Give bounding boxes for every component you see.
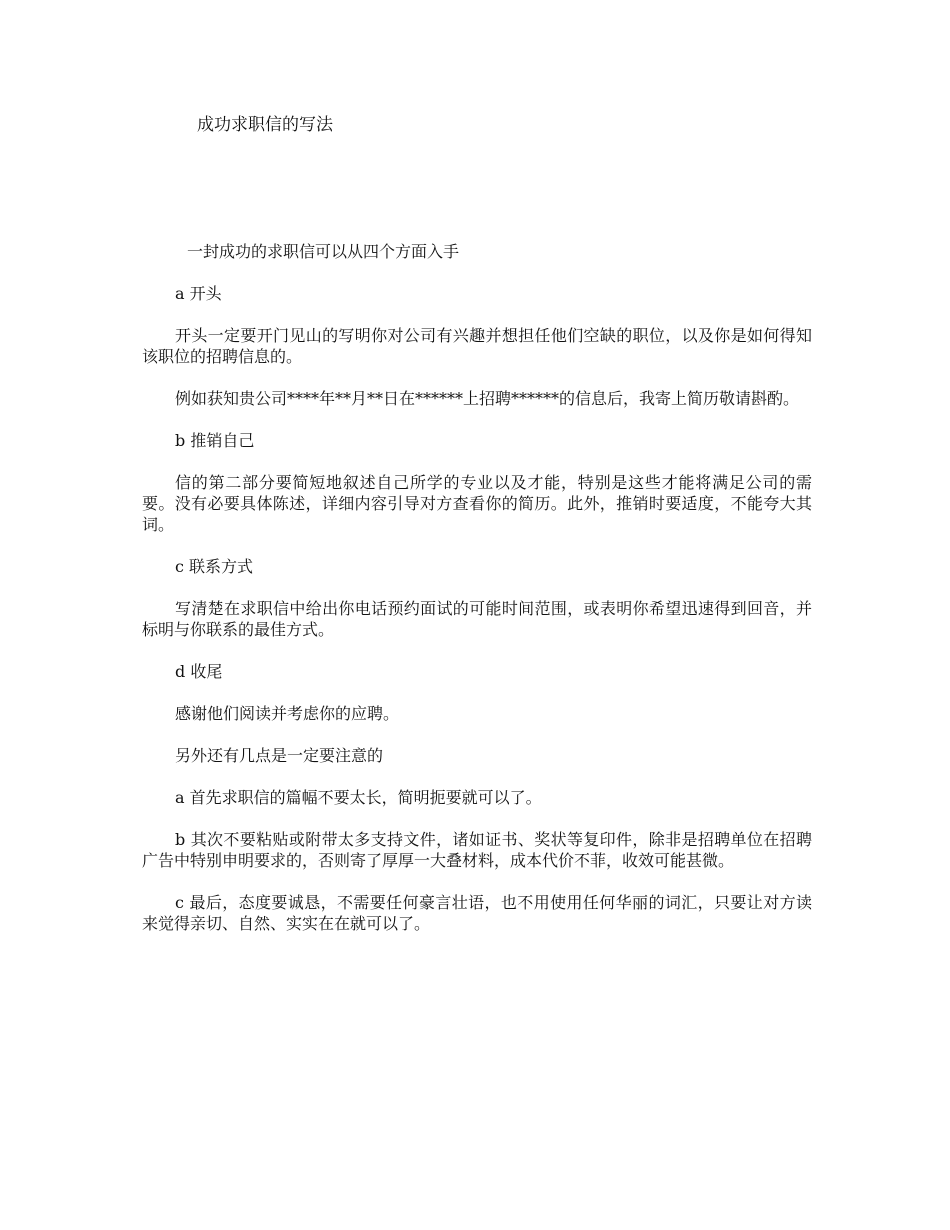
paragraph-closing: 感谢他们阅读并考虑你的应聘。	[175, 704, 400, 723]
document-title: 成功求职信的写法	[197, 115, 333, 135]
note-item-attachments: b 其次不要粘贴或附带太多支持文件，诸如证书、奖状等复印件，除非是招聘单位在招聘广告中特别申明要求的，否则寄了厚厚一大叠材料，成本代价不菲，收效可能甚微。	[142, 830, 812, 870]
paragraph-example: 例如获知贵公司****年**月**日在******上招聘******的信息后，我寄上简历敬请斟酌。	[175, 389, 800, 408]
section-heading-contact: c 联系方式	[175, 557, 254, 576]
section-heading-opening: a 开头	[175, 284, 222, 303]
paragraph-self-promotion: 信的第二部分要简短地叙述自己所学的专业以及才能，特别是这些才能将满足公司的需要。没有必要具体陈述，详细内容引导对方查看你的简历。此外，推销时要适度，不能夸大其词。	[142, 473, 812, 534]
note-item-length: a 首先求职信的篇幅不要太长，简明扼要就可以了。	[175, 788, 542, 807]
notes-heading: 另外还有几点是一定要注意的	[175, 746, 384, 765]
intro-paragraph: 一封成功的求职信可以从四个方面入手	[187, 242, 460, 261]
paragraph-opening: 开头一定要开门见山的写明你对公司有兴趣并想担任他们空缺的职位，以及你是如何得知该职位的招聘信息的。	[142, 326, 812, 366]
section-heading-closing: d 收尾	[175, 662, 223, 681]
note-item-attitude: c 最后，态度要诚恳，不需要任何豪言壮语，也不用使用任何华丽的词汇，只要让对方读来觉得亲切、自然、实实在在就可以了。	[142, 893, 812, 933]
document-body	[142, 241, 812, 955]
section-heading-self-promotion: b 推销自己	[175, 431, 255, 450]
paragraph-contact: 写清楚在求职信中给出你电话预约面试的可能时间范围，或表明你希望迅速得到回音，并标明与你联系的最佳方式。	[142, 599, 812, 639]
